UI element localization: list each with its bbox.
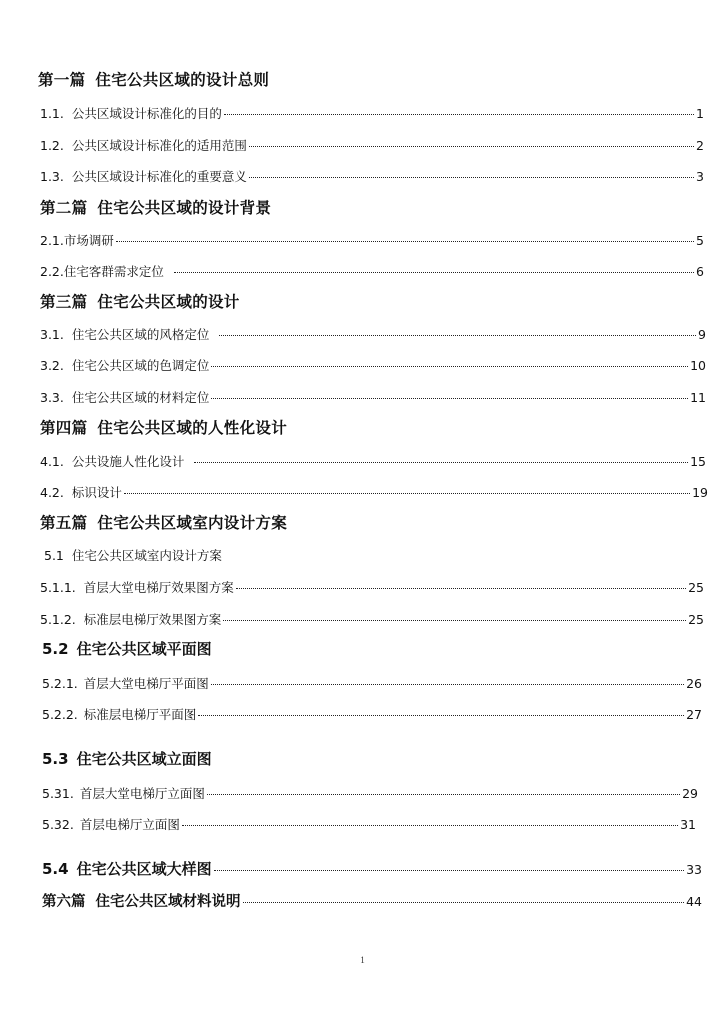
entry-label: 公共设施人性化设计 [71, 454, 185, 469]
toc-entry-1-3[interactable] [40, 167, 704, 185]
section-number: 5.1 [44, 548, 64, 563]
entry-page-number: 6 [696, 264, 704, 279]
section-label: 住宅公共区域平面图 [76, 640, 212, 658]
entry-label: 首层大堂电梯厅立面图 [79, 786, 205, 801]
entry-label: 住宅公共区域的色调定位 [71, 358, 210, 373]
entry-label: 标准层电梯厅效果图方案 [83, 612, 222, 627]
section-number: 5.3 [42, 750, 69, 768]
entry-page-number: 33 [686, 862, 702, 877]
toc-entry-3-1[interactable] [40, 325, 706, 343]
entry-page-number: 15 [690, 454, 706, 469]
toc-entry-4-2[interactable] [40, 483, 708, 501]
entry-page-number: 5 [696, 233, 704, 248]
dot-leader [211, 366, 688, 367]
toc-entry-1-2[interactable] [40, 136, 704, 154]
dot-leader [211, 684, 684, 685]
entry-page-number: 27 [686, 707, 702, 722]
entry-number: 5.1.2. [40, 612, 76, 627]
entry-number: 5.1.1. [40, 580, 76, 595]
toc-entry-5-2-2[interactable] [42, 705, 702, 723]
section-label: 住宅公共区域大样图 [76, 860, 212, 878]
entry-page-number: 9 [698, 327, 706, 342]
chapter-title: 住宅公共区域的设计总则 [95, 71, 270, 89]
dot-leader [207, 794, 680, 795]
section-label: 住宅公共区域立面图 [76, 750, 212, 768]
dot-leader [236, 588, 686, 589]
dot-leader [224, 114, 694, 115]
dot-leader [194, 462, 688, 463]
chapter-number: 第二篇 [40, 199, 88, 217]
dot-leader [198, 715, 684, 716]
toc-entry-3-3[interactable] [40, 388, 706, 406]
entry-label: 标准层电梯厅平面图 [83, 707, 197, 722]
entry-number: 3.3. [40, 390, 64, 405]
entry-label: 标识设计 [71, 485, 122, 500]
dot-leader [211, 398, 688, 399]
chapter-title: 住宅公共区域的设计背景 [97, 199, 272, 217]
chapter-title: 住宅公共区域材料说明 [95, 894, 241, 910]
dot-leader [223, 620, 686, 621]
section-heading-5-3[interactable] [42, 748, 212, 769]
toc-entry-5-3-1[interactable] [42, 784, 698, 802]
toc-chapter-6[interactable] [42, 890, 702, 911]
chapter-title: 住宅公共区域室内设计方案 [97, 514, 288, 532]
chapter-heading-2 [40, 196, 271, 218]
chapter-heading-5 [40, 511, 287, 533]
entry-page-number: 29 [682, 786, 698, 801]
dot-leader [219, 335, 696, 336]
entry-label: 首层大堂电梯厅效果图方案 [83, 580, 234, 595]
entry-page-number: 19 [692, 485, 708, 500]
dot-leader [182, 825, 678, 826]
toc-entry-1-1[interactable] [40, 104, 704, 122]
chapter-number: 第五篇 [40, 514, 88, 532]
entry-label: 公共区域设计标准化的目的 [71, 106, 222, 121]
toc-section-5-1[interactable] [44, 546, 222, 564]
entry-label: 首层大堂电梯厅平面图 [83, 676, 209, 691]
entry-label: 住宅公共区域的风格定位 [71, 327, 210, 342]
entry-page-number: 2 [696, 138, 704, 153]
chapter-number: 第六篇 [42, 894, 86, 910]
entry-number: 2.1. [40, 233, 64, 248]
chapter-number: 第三篇 [40, 293, 88, 311]
entry-label: 住宅客群需求定位 [63, 264, 164, 279]
toc-entry-5-1-2[interactable] [40, 610, 704, 628]
section-number: 5.2 [42, 640, 69, 658]
entry-page-number: 44 [686, 894, 702, 909]
dot-leader [243, 902, 685, 903]
toc-entry-4-1[interactable] [40, 452, 706, 470]
section-label: 住宅公共区域室内设计方案 [71, 548, 222, 563]
entry-number: 5.2.2. [42, 707, 78, 722]
toc-entry-2-1[interactable] [40, 231, 704, 249]
entry-label: 住宅公共区域的材料定位 [71, 390, 210, 405]
dot-leader [124, 493, 690, 494]
toc-section-5-4[interactable] [42, 858, 702, 879]
entry-number: 3.1. [40, 327, 64, 342]
entry-page-number: 25 [688, 580, 704, 595]
entry-label: 首层电梯厅立面图 [79, 817, 180, 832]
entry-page-number: 11 [690, 390, 706, 405]
entry-label: 市场调研 [63, 233, 114, 248]
entry-label: 公共区域设计标准化的重要意义 [71, 169, 247, 184]
page-footer-number: 1 [360, 955, 365, 965]
entry-number: 2.2. [40, 264, 64, 279]
chapter-heading-4 [40, 416, 287, 438]
chapter-heading-1 [38, 68, 269, 90]
entry-number: 1.2. [40, 138, 64, 153]
entry-number: 4.2. [40, 485, 64, 500]
chapter-title: 住宅公共区域的人性化设计 [97, 419, 288, 437]
dot-leader [249, 146, 694, 147]
toc-entry-3-2[interactable] [40, 356, 706, 374]
entry-number: 3.2. [40, 358, 64, 373]
toc-entry-5-1-1[interactable] [40, 578, 704, 596]
chapter-number: 第四篇 [40, 419, 88, 437]
dot-leader [174, 272, 694, 273]
entry-page-number: 26 [686, 676, 702, 691]
entry-label: 公共区域设计标准化的适用范围 [71, 138, 247, 153]
entry-number: 5.31. [42, 786, 74, 801]
toc-entry-5-2-1[interactable] [42, 674, 702, 692]
chapter-heading-3 [40, 290, 240, 312]
dot-leader [116, 241, 694, 242]
section-heading-5-2[interactable] [42, 638, 212, 659]
entry-page-number: 10 [690, 358, 706, 373]
toc-entry-5-3-2[interactable] [42, 815, 696, 833]
entry-number: 4.1. [40, 454, 64, 469]
entry-page-number: 31 [680, 817, 696, 832]
entry-page-number: 25 [688, 612, 704, 627]
entry-page-number: 1 [696, 106, 704, 121]
entry-number: 1.1. [40, 106, 64, 121]
chapter-title: 住宅公共区域的设计 [97, 293, 240, 311]
entry-number: 5.32. [42, 817, 74, 832]
section-number: 5.4 [42, 860, 69, 878]
dot-leader [214, 870, 685, 871]
entry-page-number: 3 [696, 169, 704, 184]
chapter-number: 第一篇 [38, 71, 86, 89]
dot-leader [249, 177, 694, 178]
toc-entry-2-2[interactable] [40, 262, 704, 280]
entry-number: 5.2.1. [42, 676, 78, 691]
entry-number: 1.3. [40, 169, 64, 184]
